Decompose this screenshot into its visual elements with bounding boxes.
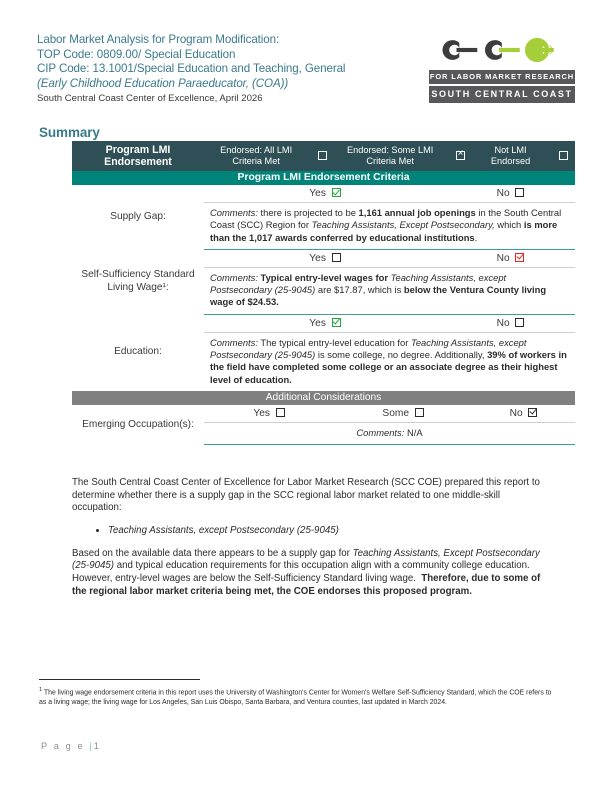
criterion-1-yes[interactable] — [204, 249, 446, 267]
criterion-0-yesno-row — [72, 185, 575, 203]
comments-body: The typical entry-level education for Teaching Assistants, except Postsecondary (25-9045) is some college, no degree. Additionally, 39% of workers in the field have completed some college or an associate degree as their highest level of education. — [210, 336, 567, 385]
footnote-marker: 1 — [39, 687, 43, 693]
endorsement-table — [72, 141, 575, 445]
criterion-2-no-label: No — [496, 317, 510, 329]
criterion-2-yes[interactable] — [204, 314, 446, 332]
additional-option-2[interactable] — [472, 405, 575, 423]
title-line-1: Labor Market Analysis for Program Modification: — [37, 33, 280, 46]
page-number: 1 — [93, 741, 99, 751]
criterion-2-no[interactable] — [446, 314, 575, 332]
page-separator: | — [89, 741, 94, 751]
comments-value: N/A — [406, 426, 423, 438]
criterion-1-no-label: No — [496, 252, 510, 264]
endorsement-option-2-label: Not LMI Endorsed — [472, 141, 549, 171]
checkbox-unchecked-icon — [415, 408, 424, 417]
additional-band-row — [72, 391, 575, 405]
checkbox-unchecked-icon — [515, 318, 524, 327]
additional-option-1[interactable] — [334, 405, 472, 423]
logo-tagline: FOR LABOR MARKET RESEARCH — [429, 70, 575, 84]
comments-prefix: Comments: — [356, 426, 405, 438]
criterion-1-label: Self-Sufficiency Standard Living Wage¹: — [81, 269, 195, 293]
endorsement-option-0-label: Endorsed: All LMI Criteria Met — [204, 141, 308, 171]
document-subtitle: South Central Coast Center of Excellence, April 2026 — [37, 93, 263, 105]
checkbox-unchecked-icon — [276, 408, 285, 417]
checkbox-checked-green-icon — [332, 188, 341, 197]
title-line-3: CIP Code: 13.1001/Special Education and Teaching, General — [37, 62, 346, 76]
footnote-rule — [39, 679, 200, 680]
additional-band-label: Additional Considerations — [72, 391, 575, 405]
additional-yesno-row — [72, 405, 575, 423]
body-paragraph-1: The South Central Coast Center of Excellence for Labor Market Research (SCC COE) prepared this report to determine whether there is a supply gap in the SCC regional labor market related to one middle-skill occupation: — [72, 477, 540, 514]
endorsement-option-2-checkbox[interactable] — [549, 141, 575, 171]
checkbox-unchecked-icon — [515, 188, 524, 197]
criterion-0-no[interactable] — [446, 185, 575, 203]
checkbox-unchecked-icon — [318, 151, 327, 160]
criterion-0-comments — [204, 203, 575, 250]
comments-body: there is projected to be 1,161 annual job openings in the South Central Coast (SCC) Region for Teaching Assistants, Except Postsecondary, which is more than the 1,017 awards conferred by educational institutions. — [210, 207, 562, 243]
body-content — [72, 477, 546, 609]
endorsement-header-row — [72, 141, 575, 171]
title-block — [37, 33, 457, 106]
additional-option-0-label: Yes — [253, 407, 271, 419]
criterion-1-yesno-row — [72, 249, 575, 267]
criterion-1-no[interactable] — [446, 249, 575, 267]
criterion-1-yes-label: Yes — [309, 252, 326, 264]
criteria-band-row — [72, 171, 575, 185]
criterion-0-label: Supply Gap: — [110, 210, 166, 222]
criterion-2-comments — [204, 332, 575, 391]
criterion-2-yes-label: Yes — [309, 317, 326, 329]
title-line-italic: (Early Childhood Education Paraeducator, (COA)) — [37, 76, 289, 90]
body-paragraph-2: Based on the available data there appears to be a supply gap for Teaching Assistants, Except Postsecondary (25-9045) and typical education requirements for this occupation align with a community college education. However, entry-level wages are below the Self-Sufficiency Standard living wage. Therefore, due to some of the regional labor market criteria being met, the COE endorses this proposed program. — [72, 547, 541, 597]
criterion-0-yes-label: Yes — [309, 188, 326, 199]
document-header — [37, 33, 575, 111]
page-footer — [41, 741, 99, 751]
summary-heading: Summary — [39, 125, 100, 140]
endorsement-option-0-checkbox[interactable] — [308, 141, 334, 171]
checkbox-unchecked-icon — [559, 151, 568, 160]
checkbox-checked-red-icon — [515, 253, 524, 262]
checkbox-checked-x-icon — [456, 151, 465, 160]
criterion-2-label: Education: — [114, 346, 162, 358]
footnote — [39, 686, 555, 707]
additional-label: Emerging Occupation(s): — [82, 418, 194, 430]
comments-body: Typical entry-level wages for Teaching Assistants, except Postsecondary (25-9045) are $17.87, which is below the Ventura County living wage of $24.53. — [210, 271, 547, 308]
checkbox-checked-dark-icon — [528, 408, 537, 417]
checkbox-unchecked-icon — [332, 253, 341, 262]
additional-option-2-label: No — [509, 407, 523, 419]
endorsement-option-1-checkbox[interactable] — [446, 141, 472, 171]
endorsement-label: Program LMI Endorsement — [72, 141, 204, 171]
logo-region: SOUTH CENTRAL COAST — [429, 86, 575, 104]
page-label: P a g e — [41, 741, 90, 751]
footnote-text: The living wage endorsement criteria in this report uses the University of Washington's Center for Women's Welfare Self-Sufficiency Standard, which the COE refers to as a living wage; the living wage for Los Angeles, San Luis Obispo, Santa Barbara, and Ventura counties, last updated in March 2024. — [39, 689, 552, 706]
additional-option-1-label: Some — [382, 407, 410, 419]
additional-comments — [204, 422, 575, 444]
coe-wordmark-icon — [431, 33, 573, 67]
criterion-1-comments — [204, 267, 575, 314]
comments-prefix: Comments: — [210, 336, 258, 348]
comments-prefix: Comments: — [210, 207, 258, 218]
endorsement-option-1-label: Endorsed: Some LMI Criteria Met — [334, 141, 446, 171]
criteria-band-label: Program LMI Endorsement Criteria — [72, 171, 575, 185]
criterion-2-yesno-row — [72, 314, 575, 332]
title-line-2: TOP Code: 0809.00/ Special Education — [37, 47, 236, 61]
criterion-0-no-label: No — [496, 188, 510, 199]
list-item: • Teaching Assistants, except Postsecondary (25-9045) — [108, 524, 546, 537]
comments-prefix: Comments: — [210, 271, 258, 283]
criterion-0-yes[interactable] — [204, 185, 446, 203]
additional-option-0[interactable] — [204, 405, 334, 423]
occupation-list — [72, 524, 546, 537]
coe-logo — [429, 33, 575, 103]
checkbox-checked-green-icon — [332, 318, 341, 327]
